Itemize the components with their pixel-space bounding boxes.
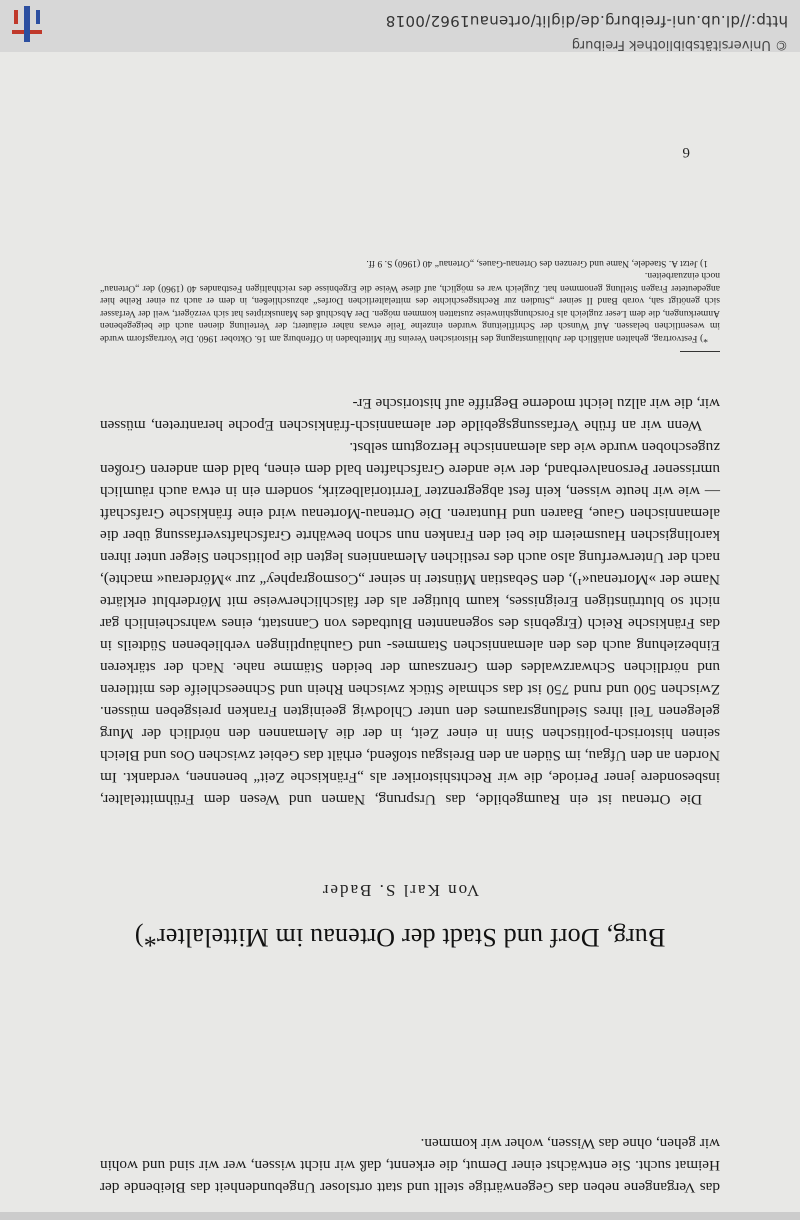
copyright-notice: © Universitätsbibliothek Freiburg bbox=[571, 37, 788, 52]
footnote-rule bbox=[680, 351, 720, 352]
page-number: 6 bbox=[682, 144, 690, 160]
footnote-1: 1) Jetzt A. Staedele, Name und Grenzen des Ortenau-Gaues, „Ortenau“ 40 (1960) S. 9 ff. bbox=[366, 258, 708, 269]
footnote-star: *) Festvortrag, gehalten anläßlich der Jubiläumstagung des Historischen Vereins für Mittelbaden in Offenburg am 16. Oktober 1960. Die Vortragsform wurde im wesentlichen belassen. Auf Wunsch der Schriftleitung wurden einzelne Teile etwas näher erläutert; der Verteilung dienen auch die beigegebenen Anmerkungen, die dem Leser zugleich als Forschungshinweise zustatten kommen mögen. Der Abschluß des Manuskriptes hat sich verzögert, weil der Verfasser sich genötigt sah, vorab Band II seiner „Studien zur Rechtsgeschichte des mittelalterlichen Dorfes“ abzuschließen, in dem er auch zu einer Reihe hier angedeuteter Fragen Stellung genommen hat. Zugleich war es möglich, auf diese Weise die Ergebnisse des reichhaltigen Festbandes 40 (1960) der „Ortenau“ noch einzuarbeiten. bbox=[100, 270, 720, 344]
page-edge bbox=[0, 1212, 800, 1220]
paragraph-1: Die Ortenau ist ein Raumgebilde, das Ursprung, Namen und Wesen dem Frühmittelalter, insbesondere jener Periode, die wir Rechtshistoriker als „Fränkische Zeit“ benennen, verdankt. Im Norden an den Ufgau, im Süden an den Breisgau stoßend, erhält das Gebiet zwischen Oos und Bleich seinen historisch-politischen Sinn in einer Zeit, in der die Alemannen den nördlich der Murg gelegenen Teil ihres Siedlungsraumes den unter Chlodwig geeinigten Franken preisgeben müssen. Zwischen 500 und rund 750 ist das schmale Stück zwischen Rhein und Schneeschleife des mittleren und nördlichen Schwarzwaldes dem Grenzsaum der beiden Stämme nahe. Nach der stärkeren Einbeziehung auch des den alemannischen Stammes- und Gauhäuptlingen verbliebenen Südteils in das Fränkische Reich (Ergebnis des sogenannten Blutbades von Cannstatt, eines wahrscheinlich gar nicht so blutrünstigen Ereignisses, kaum blutiger als der fälschlicherweise mit Mörderblut erklärte Name der »Mortenau«¹), den Sebastian Münster in seiner „Cosmographey“ zur »Mörderau« machte), nach der Unterwerfung also auch des restlichen Alemanniens legten die politischen Sieger unter ihren karolingischen Hausmeiern die bei den Franken nun schon bewährte Grafschaftsverfassung über die alemannischen Gaue, Baaren und Huntaren. Die Ortenau-Mortenau wird eine fränkische Grafschaft — wie wir heute wissen, kein fest abgegrenzter Territorialbezirk, sondern ein in etwa auch räumlich umrissener Personalverband, der wie andere Grafschaften bald dem einen, bald dem anderen Großen zugeschoben wurde wie das alemannische Herzogtum selbst. bbox=[100, 439, 720, 808]
footnotes bbox=[100, 257, 720, 345]
article-title: Burg, Dorf und Stadt der Ortenau im Mittelalter*) bbox=[134, 923, 666, 952]
body-text bbox=[100, 392, 720, 810]
page-url[interactable]: http://dl.ub.uni-freiburg.de/diglit/ortenau1962/0018 bbox=[385, 12, 788, 30]
paragraph-2: Wenn wir an frühe Verfassungsgebilde der alemannisch-fränkischen Epoche herantreten, müssen wir, die wir allzu leicht moderne Begriffe auf historische Er- bbox=[100, 395, 720, 434]
intro-paragraph: das Vergangene neben das Gegenwärtige stellt und statt ortsloser Ungebundenheit das Bleibende der Heimat sucht. Sie entwächst einer Demut, die erkennt, daß wir nicht wissen, wer wir sind und wohin wir gehen, ohne das Wissen, woher wir kommen. bbox=[100, 1135, 720, 1196]
article-author: Von Karl S. Bader bbox=[320, 881, 480, 900]
university-logo-icon bbox=[6, 4, 48, 44]
